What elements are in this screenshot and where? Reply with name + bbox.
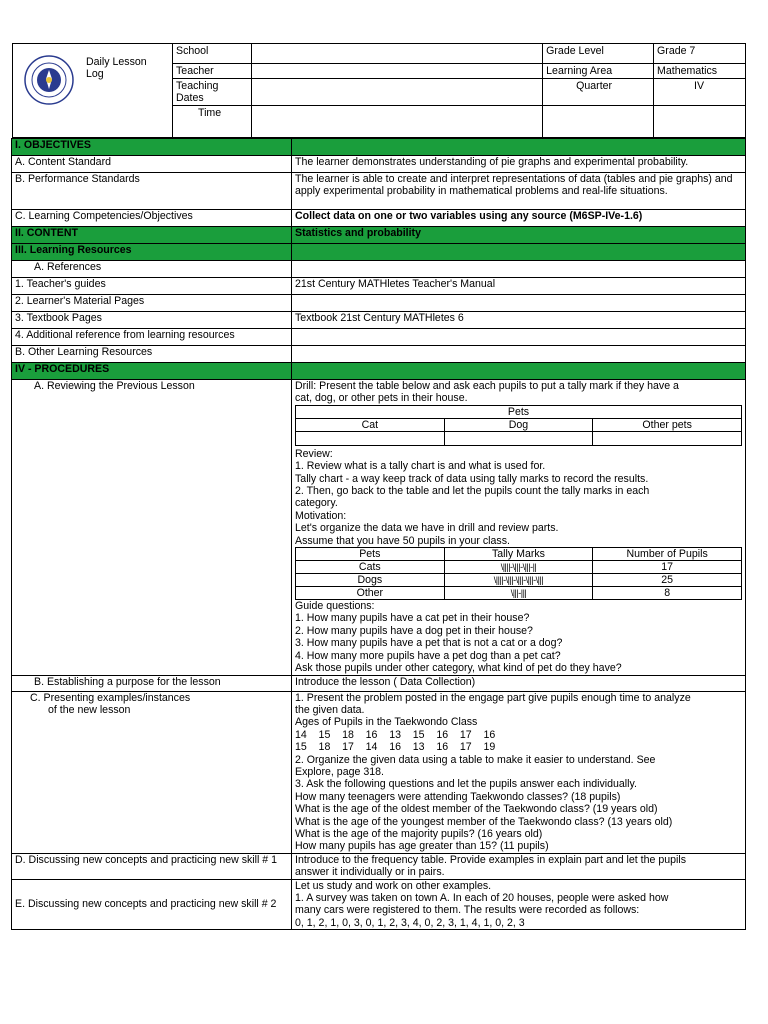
header-info-table [172,43,746,140]
pets-table [295,405,742,446]
teacher-label: Teacher [173,64,252,79]
objectives-heading-row [12,139,746,156]
learners-material-label: 2. Learner's Material Pages [12,295,292,312]
textbook-pages-value: Textbook 21st Century MATHletes 6 [292,312,746,329]
presenting-examples-label: C. Presenting examples/instances of the new lesson [12,691,292,853]
competencies-value: Collect data on one or two variables using any source (M6SP-IVe-1.6) [292,210,746,227]
learning-area-value: Mathematics [654,64,746,79]
table-row: Dogs \||||-\|||-\|||-\|||-\||| 25 [296,574,742,587]
objectives-heading: I. OBJECTIVES [12,139,292,156]
establishing-purpose-value: Introduce the lesson ( Data Collection) [292,675,746,691]
time-blank-2 [654,106,746,140]
tally-header-marks: Tally Marks [444,548,593,561]
additional-reference-label: 4. Additional reference from learning resources [12,329,292,346]
tally-cell-dog[interactable] [444,431,593,445]
reviewing-label: A. Reviewing the Previous Lesson [12,380,292,676]
resources-heading: III. Learning Resources [12,244,292,261]
learning-area-label: Learning Area [543,64,654,79]
quarter-label: Quarter [543,79,654,106]
establishing-purpose-label: B. Establishing a purpose for the lesson [12,675,292,691]
performance-standards-label: B. Performance Standards [12,173,292,210]
presenting-examples-content: 1. Present the problem posted in the engage part give pupils enough time to analyze the given data. Ages of Pupils in the Taekwondo Class 14 15 18 16 13 15 16 17 16 15 18 17 14 16 13 16 17 19 2. Organize the given data using a table to make it easier to understand. See Explore, page 318. 3. Ask the following questions and let the pupils answer each individually. How many teenagers were attending Taekwondo classes? (18 pupils) What is the age of the oldest member of the Taekwondo class? (19 years old) What is the age of the youngest member of the Taekwondo class? (13 years old) What is the age of the majority pupils? (16 years old) How many pupils has age greater than 15? (11 pupils) [292,691,746,853]
time-label: Time [173,106,252,140]
discussing-skill-1-label: D. Discussing new concepts and practicing new skill # 1 [12,853,292,879]
grade-level-label: Grade Level [543,44,654,64]
tally-cell-cat[interactable] [296,431,445,445]
content-heading: II. CONTENT [12,227,292,244]
resources-heading-row [12,244,746,261]
other-resources-label: B. Other Learning Resources [12,346,292,363]
table-row: Cats \||||-\|||-\|||-|| 17 [296,561,742,574]
procedures-heading: IV - PROCEDURES [12,363,292,380]
teachers-guides-label: 1. Teacher's guides [12,278,292,295]
pets-col-other: Other pets [593,418,742,431]
procedures-heading-row [12,363,746,380]
grade-level-value: Grade 7 [654,44,746,64]
school-field[interactable] [251,44,542,64]
textbook-pages-label: 3. Textbook Pages [12,312,292,329]
pets-table-title: Pets [296,405,742,418]
discussing-skill-1-content: Introduce to the frequency table. Provide examples in explain part and let the pupils answer it individually or in pairs. [292,853,746,879]
pets-col-cat: Cat [296,418,445,431]
discussing-skill-2-content: Let us study and work on other examples. 1. A survey was taken on town A. In each of 20 houses, people were asked how many cars were registered to them. The results were recorded as follows: 0, 1, 2, 1, 0, 3, 0, 1, 2, 3, 4, 0, 2, 3, 1, 4, 1, 0, 2, 3 [292,879,746,930]
quarter-value: IV [654,79,746,106]
teachers-guides-value: 21st Century MATHletes Teacher's Manual [292,278,746,295]
school-label: School [173,44,252,64]
title-line-1: Daily Lesson [86,56,147,68]
discussing-skill-2-label: E. Discussing new concepts and practicing new skill # 2 [12,879,292,930]
performance-standards-value: The learner is able to create and interpret representations of data (tables and pie graphs) and apply experimental probability in mathematical problems and real-life situations. [292,173,746,210]
tally-cell-other[interactable] [593,431,742,445]
content-heading-row [12,227,746,244]
teaching-dates-field[interactable] [251,79,542,106]
pets-col-dog: Dog [444,418,593,431]
title-line-2: Log [86,68,104,81]
tally-header-pets: Pets [296,548,445,561]
reviewing-content: Drill: Present the table below and ask each pupils to put a tally mark if they have a cat, dog, or other pets in their house. Pets Cat Dog Other pets Review: 1. Review what is a tally chart is and what is used for. Tally chart - a way keep track of data using tally marks to record the results. 2. Then, go back to the table and let the pupils count the tally marks in each category. Motivation: Let's organize the data we have in drill and review parts. Assume that you have 50 pupils in your class. Pets Tally Marks Number of Pupils Cats \||||-\|||-\|||-|| 17 Dogs \||||-\|||-\|||-\|||-\||| 25 Other \|||-||| 8 Guide questions: 1. How many pupils have a cat pet in their house? 2. How many pupils have a dog pet in their house? 3. How many pupils have a pet that is not a cat or a dog? 4. How many more pupils have a pet dog than a pet cat? Ask those pupils under other category, what kind of pet do they have? [292,380,746,676]
content-standard-label: A. Content Standard [12,156,292,173]
references-label: A. References [12,261,292,278]
time-field[interactable] [251,106,542,140]
competencies-label: C. Learning Competencies/Objectives [12,210,292,227]
table-row: Other \|||-||| 8 [296,587,742,600]
content-value: Statistics and probability [292,227,746,244]
deped-seal-icon [24,55,76,107]
tally-table [295,547,742,600]
teaching-dates-label: Teaching Dates [173,79,252,106]
time-blank-1 [543,106,654,140]
content-standard-value: The learner demonstrates understanding of pie graphs and experimental probability. [292,156,746,173]
lesson-log-title [86,56,166,81]
lesson-table [11,138,746,930]
teacher-field[interactable] [251,64,542,79]
tally-header-count: Number of Pupils [593,548,742,561]
